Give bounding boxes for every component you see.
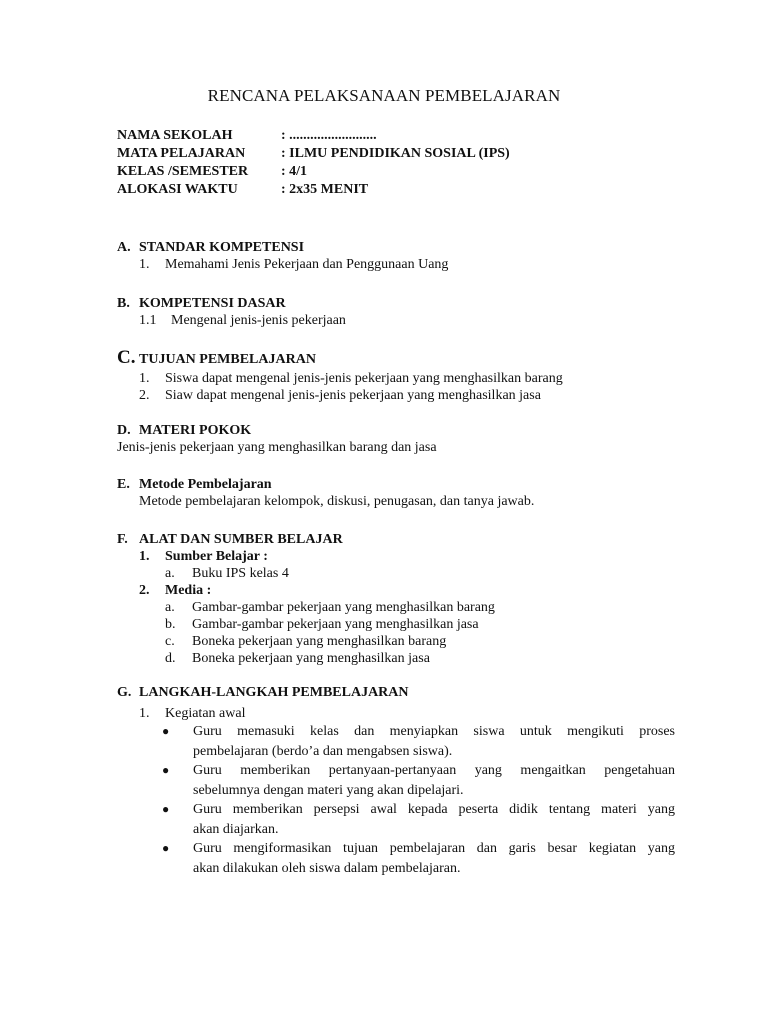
section-e	[117, 476, 534, 510]
section-b	[117, 295, 346, 329]
document-title: RENCANA PELAKSANAAN PEMBELAJARAN	[207, 86, 561, 105]
step-heading	[117, 705, 409, 722]
section-letter: A.	[117, 240, 131, 255]
list-item	[117, 370, 563, 387]
bullet-icon: ●	[162, 724, 170, 738]
item-text: Memahami Jenis Pekerjaan dan Penggunaan Uang	[165, 257, 449, 272]
item-text: Siswa dapat mengenal jenis-jenis pekerjaan yang menghasilkan barang	[165, 371, 563, 386]
section-body: Jenis-jenis pekerjaan yang menghasilkan barang dan jasa	[117, 440, 437, 455]
section-letter: F.	[117, 532, 128, 547]
activity-bullets	[160, 722, 675, 878]
bullet-icon: ●	[162, 802, 170, 816]
section-title: ALAT DAN SUMBER BELAJAR	[139, 532, 343, 547]
section-letter: E.	[117, 477, 130, 492]
item-letter: a.	[165, 600, 175, 615]
info-row-school	[117, 127, 510, 145]
item-text: Gambar-gambar pekerjaan yang menghasilkan jasa	[192, 617, 479, 632]
section-title: KOMPETENSI DASAR	[139, 296, 286, 311]
bullet-line: sebelumnya dengan materi yang akan dipelajari.	[193, 782, 464, 798]
section-heading	[117, 684, 409, 701]
item-text: Gambar-gambar pekerjaan yang menghasilkan barang	[192, 600, 495, 615]
sub-heading	[117, 548, 495, 565]
bullet-line: pembelajaran (berdo’a dan mengabsen siswa).	[193, 743, 453, 759]
item-number: 1.	[139, 371, 150, 386]
list-item	[117, 256, 448, 273]
section-body: Metode pembelajaran kelompok, diskusi, penugasan, dan tanya jawab.	[139, 494, 535, 509]
section-c	[117, 348, 563, 404]
bullet-line: akan diajarkan.	[193, 821, 279, 837]
bullet-line: Guru mengiformasikan tujuan pembelajaran dan garis besar kegiatan yang	[193, 841, 675, 856]
item-text: Boneka pekerjaan yang menghasilkan jasa	[192, 651, 430, 666]
item-number: 2.	[139, 388, 150, 403]
list-item	[117, 387, 563, 404]
section-title: STANDAR KOMPETENSI	[139, 240, 305, 255]
section-g	[117, 684, 409, 722]
list-item	[117, 650, 495, 667]
section-heading	[117, 531, 495, 548]
list-item	[117, 633, 495, 650]
item-number: 1.1	[139, 313, 157, 328]
section-letter: B.	[117, 296, 130, 311]
step-number: 1.	[139, 706, 150, 721]
info-value: : 2x35 MENIT	[281, 182, 369, 197]
item-number: 1.	[139, 257, 150, 272]
sub-heading	[117, 582, 495, 599]
bullet-line: akan dilakukan oleh siswa dalam pembelajaran.	[193, 860, 461, 876]
list-item	[117, 565, 495, 582]
sub-number: 2.	[139, 583, 150, 598]
section-letter: C.	[117, 347, 136, 368]
sub-label: Media :	[165, 583, 212, 598]
list-item	[117, 599, 495, 616]
info-value: : .........................	[281, 128, 377, 143]
bullet-icon: ●	[162, 763, 170, 777]
section-title: LANGKAH-LANGKAH PEMBELAJARAN	[139, 685, 409, 700]
list-item	[117, 616, 495, 633]
section-title: TUJUAN PEMBELAJARAN	[139, 352, 316, 367]
info-value: : 4/1	[281, 164, 308, 179]
info-key: KELAS /SEMESTER	[117, 164, 249, 179]
section-letter: D.	[117, 423, 131, 438]
section-a	[117, 239, 448, 273]
step-label: Kegiatan awal	[165, 706, 246, 721]
list-item	[160, 722, 675, 761]
section-heading	[117, 239, 448, 256]
section-title: MATERI POKOK	[139, 423, 252, 438]
item-text: Boneka pekerjaan yang menghasilkan barang	[192, 634, 447, 649]
sub-number: 1.	[139, 549, 150, 564]
list-item	[160, 800, 675, 839]
item-text: Siaw dapat mengenal jenis-jenis pekerjaan yang menghasilkan jasa	[165, 388, 541, 403]
section-heading	[117, 295, 346, 312]
item-text: Mengenal jenis-jenis pekerjaan	[171, 313, 346, 328]
list-item	[160, 761, 675, 800]
bullet-icon: ●	[162, 841, 170, 855]
item-letter: c.	[165, 634, 175, 649]
info-key: NAMA SEKOLAH	[117, 128, 233, 143]
item-letter: a.	[165, 566, 175, 581]
section-title: Metode Pembelajaran	[139, 477, 272, 492]
info-key: ALOKASI WAKTU	[117, 182, 238, 197]
item-text: Buku IPS kelas 4	[192, 566, 289, 581]
section-heading	[117, 348, 563, 370]
info-row-subject	[117, 145, 510, 163]
bullet-line: Guru memberikan pertanyaan-pertanyaan yang mengaitkan pengetahuan	[193, 763, 675, 778]
bullet-line: Guru memasuki kelas dan menyiapkan siswa untuk mengikuti proses	[193, 724, 675, 739]
info-row-class	[117, 163, 510, 181]
section-letter: G.	[117, 685, 132, 700]
list-item	[160, 839, 675, 878]
section-heading	[117, 422, 437, 439]
item-letter: b.	[165, 617, 176, 632]
sub-label: Sumber Belajar :	[165, 549, 268, 564]
section-d	[117, 422, 437, 456]
info-row-time	[117, 181, 510, 199]
section-heading	[117, 476, 534, 493]
info-key: MATA PELAJARAN	[117, 146, 246, 161]
info-block	[117, 127, 510, 199]
list-item	[117, 312, 346, 329]
item-letter: d.	[165, 651, 176, 666]
bullet-line: Guru memberikan persepsi awal kepada peserta didik tentang materi yang	[193, 802, 675, 817]
info-value: : ILMU PENDIDIKAN SOSIAL (IPS)	[281, 146, 510, 161]
section-f	[117, 531, 495, 667]
